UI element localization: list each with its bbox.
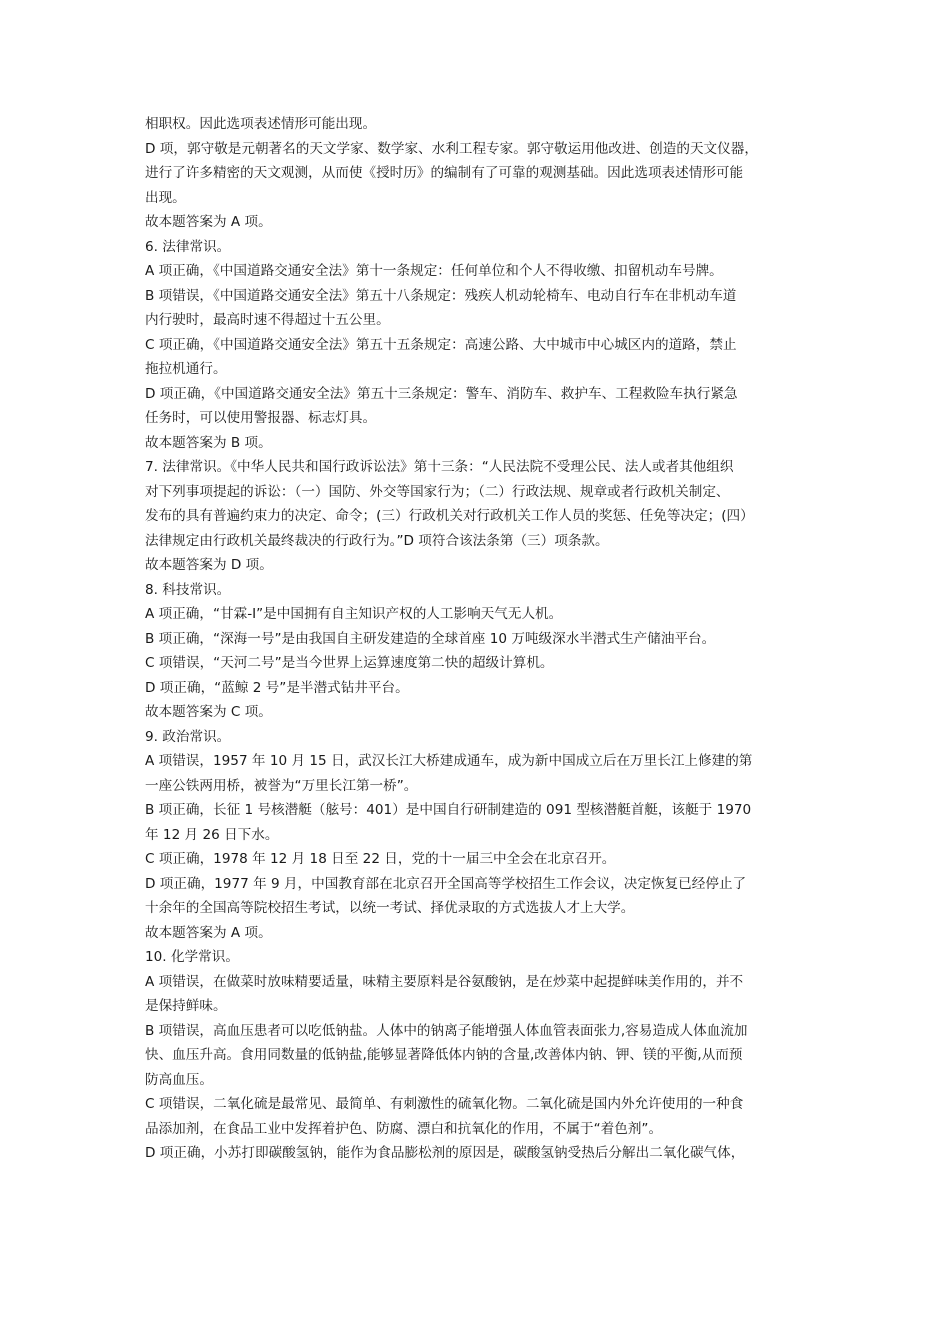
text-line: 快、血压升高。食用同数量的低钠盐,能够显著降低体内钠的含量,改善体内钠、钾、镁的平衡,从而预: [145, 1047, 743, 1063]
text-line: A 项正确，“甘霖-I”是中国拥有自主知识产权的人工影响天气无人机。: [145, 606, 563, 622]
text-line: 内行驶时，最高时速不得超过十五公里。: [145, 312, 390, 328]
text-line: C 项正确，1978 年 12 月 18 日至 22 日，党的十一届三中全会在北京召开。: [145, 851, 616, 867]
question-heading: 6. 法律常识。: [145, 238, 231, 255]
text-line: 年 12 月 26 日下水。: [145, 826, 279, 843]
answer-line: 故本题答案为 A 项。: [145, 924, 272, 941]
text-line: 是保持鲜味。: [145, 998, 227, 1014]
text-line: D 项正确，“蓝鲸 2 号”是半潜式钻井平台。: [145, 679, 409, 696]
text-line: D 项，郭守敬是元朝著名的天文学家、数学家、水利工程专家。郭守敬运用他改进、创造的天文仪器，: [145, 140, 758, 157]
answer-line: 故本题答案为 B 项。: [145, 434, 272, 451]
question-heading: 10. 化学常识。: [145, 949, 239, 965]
text-line: 品添加剂，在食品工业中发挥着护色、防腐、漂白和抗氧化的作用，不属于“着色剂”。: [145, 1120, 663, 1137]
text-line: B 项正确，“深海一号”是由我国自主研发建造的全球首座 10 万吨级深水半潜式生产储油平台。: [145, 630, 716, 647]
text-line: 出现。: [145, 189, 186, 206]
question-9: [145, 725, 805, 946]
text-line: D 项正确，1977 年 9 月，中国教育部在北京召开全国高等学校招生工作会议，决定恢复已经停止了: [145, 875, 747, 892]
document-body: [145, 112, 805, 1166]
text-line: 一座公铁两用桥，被誉为“万里长江第一桥”。: [145, 777, 418, 794]
text-line: A 项错误，1957 年 10 月 15 日，武汉长江大桥建成通车，成为新中国成立后在万里长江上修建的第: [145, 753, 753, 769]
text-line: B 项错误，《中国道路交通安全法》第五十八条规定：残疾人机动轮椅车、电动自行车在非机动车道: [145, 287, 737, 304]
answer-line: 故本题答案为 C 项。: [145, 704, 272, 720]
text-line: 拖拉机通行。: [145, 361, 227, 377]
text-line: 相职权。因此选项表述情形可能出现。: [145, 116, 377, 132]
question-heading: 8. 科技常识。: [145, 581, 231, 598]
text-line: B 项错误，高血压患者可以吃低钠盐。人体中的钠离子能增强人体血管表面张力,容易造成人体血流加: [145, 1022, 748, 1039]
question-heading: 9. 政治常识。: [145, 728, 231, 745]
text-line: C 项错误，二氧化硫是最常见、最简单、有刺激性的硫氧化物。二氧化硫是国内外允许使用的一种食: [145, 1096, 744, 1112]
text-line: 对下列事项提起的诉讼：（一）国防、外交等国家行为；（二）行政法规、规章或者行政机关制定、: [145, 483, 730, 500]
text-line: 进行了许多精密的天文观测，从而使《授时历》的编制有了可靠的观测基础。因此选项表述情形可能: [145, 165, 744, 181]
text-line: C 项错误，“天河二号”是当今世界上运算速度第二快的超级计算机。: [145, 655, 554, 671]
paragraph-guo-shoujing: [145, 112, 805, 235]
text-line: A 项错误，在做菜时放味精要适量，味精主要原料是谷氨酸钠，是在炒菜中起提鲜味美作用的，并不: [145, 973, 744, 990]
text-line: D 项正确，《中国道路交通安全法》第五十三条规定：警车、消防车、救护车、工程救险车执行紧急: [145, 385, 738, 402]
text-line: D 项正确，小苏打即碳酸氢钠，能作为食品膨松剂的原因是，碳酸氢钠受热后分解出二氧化碳气体，: [145, 1145, 745, 1161]
question-heading: 7. 法律常识。《中华人民共和国行政诉讼法》第十三条：“人民法院不受理公民、法人或者其他组织: [145, 459, 734, 475]
text-line: 发布的具有普遍约束力的决定、命令；(三）行政机关对行政机关工作人员的奖惩、任免等决定；(四）: [145, 508, 754, 524]
text-line: C 项正确，《中国道路交通安全法》第五十五条规定：高速公路、大中城市中心城区内的道路，禁止: [145, 336, 737, 353]
question-8: [145, 578, 805, 725]
text-line: B 项正确，长征 1 号核潜艇（舷号：401）是中国自行研制建造的 091 型核潜艇首艇，该艇于 1970: [145, 802, 752, 818]
question-6: [145, 235, 805, 456]
text-line: 任务时，可以使用警报器、标志灯具。: [145, 410, 377, 426]
question-10: [145, 945, 805, 1166]
text-line: 防高血压。: [145, 1071, 213, 1088]
answer-line: 故本题答案为 A 项。: [145, 214, 272, 230]
text-line: 法律规定由行政机关最终裁决的行政行为。”D 项符合该法条第（三）项条款。: [145, 532, 609, 549]
question-7: [145, 455, 805, 578]
text-line: 十余年的全国高等院校招生考试，以统一考试、择优录取的方式选拔人才上大学。: [145, 900, 635, 916]
text-line: A 项正确，《中国道路交通安全法》第十一条规定：任何单位和个人不得收缴、扣留机动车号牌。: [145, 263, 723, 279]
answer-line: 故本题答案为 D 项。: [145, 557, 273, 573]
